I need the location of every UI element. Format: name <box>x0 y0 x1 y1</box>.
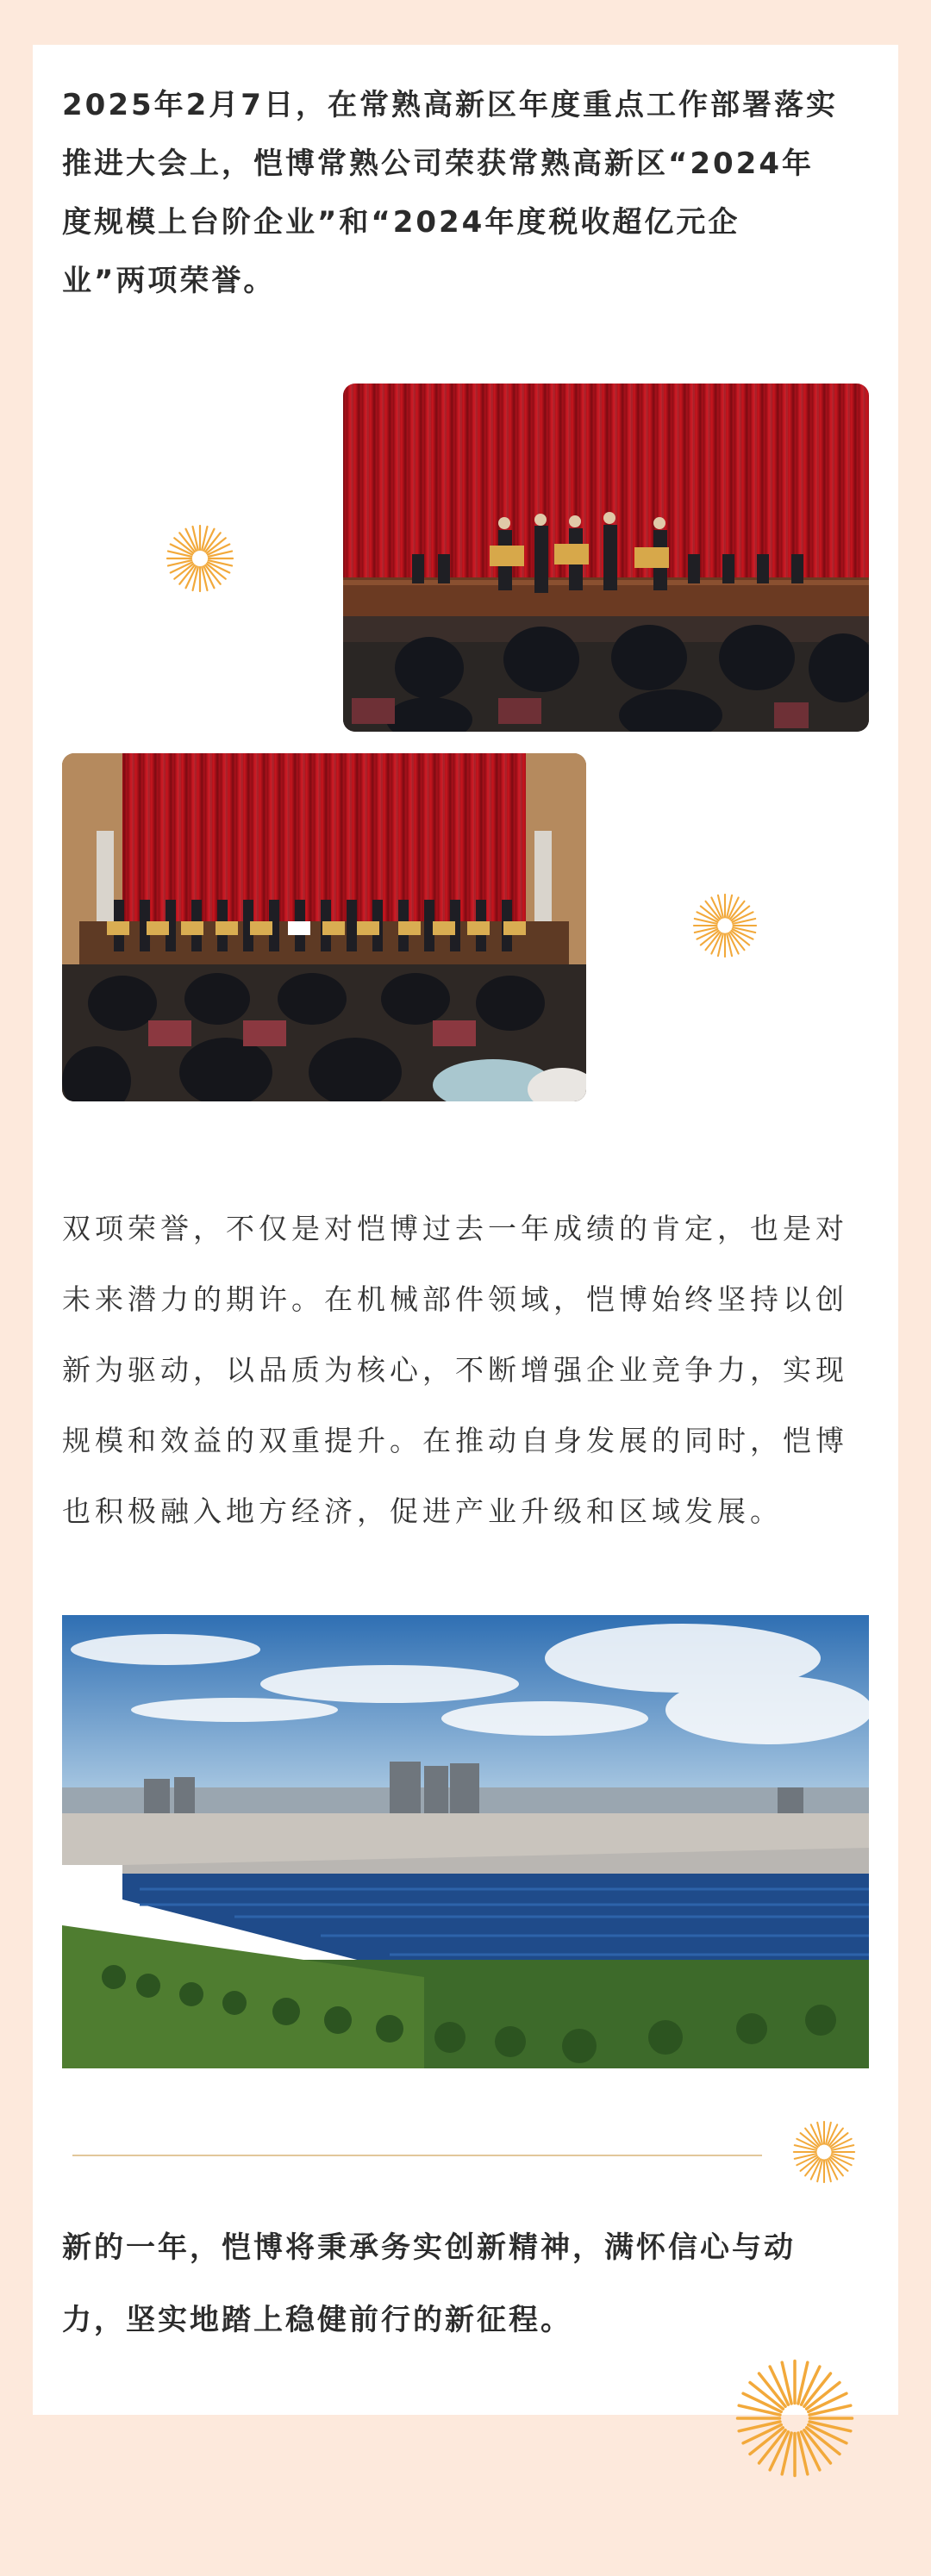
divider-line <box>72 2155 762 2156</box>
sunburst-icon <box>166 524 234 593</box>
ceremony-group-photo <box>62 753 586 1101</box>
sunburst-icon <box>792 2120 856 2184</box>
intro-paragraph: 2025年2月7日，在常熟高新区年度重点工作部署落实 推进大会上，恺博常熟公司荣获常熟高新区“2024年 度规模上台阶企业”和“2024年度税收超亿元企 业”两项荣誉。 <box>62 88 838 298</box>
factory-aerial-photo <box>62 1615 869 2068</box>
ceremony-stage-photo <box>343 384 869 732</box>
body-paragraph: 双项荣誉，不仅是对恺博过去一年成绩的肯定，也是对 未来潜力的期许。在机械部件领域，恺博始终坚持以创 新为驱动，以品质为核心，不断增强企业竞争力，实现 规模和效益的双重提升。在推动自身发展的同时，恺博 也积极融入地方经济，促进产业升级和区域发展。 <box>62 1212 848 1528</box>
sunburst-icon <box>692 893 758 958</box>
sunburst-icon <box>734 2358 855 2479</box>
closing-paragraph: 新的一年，恺博将秉承务实创新精神，满怀信心与动 力，坚实地踏上稳健前行的新征程。 <box>62 2230 796 2337</box>
